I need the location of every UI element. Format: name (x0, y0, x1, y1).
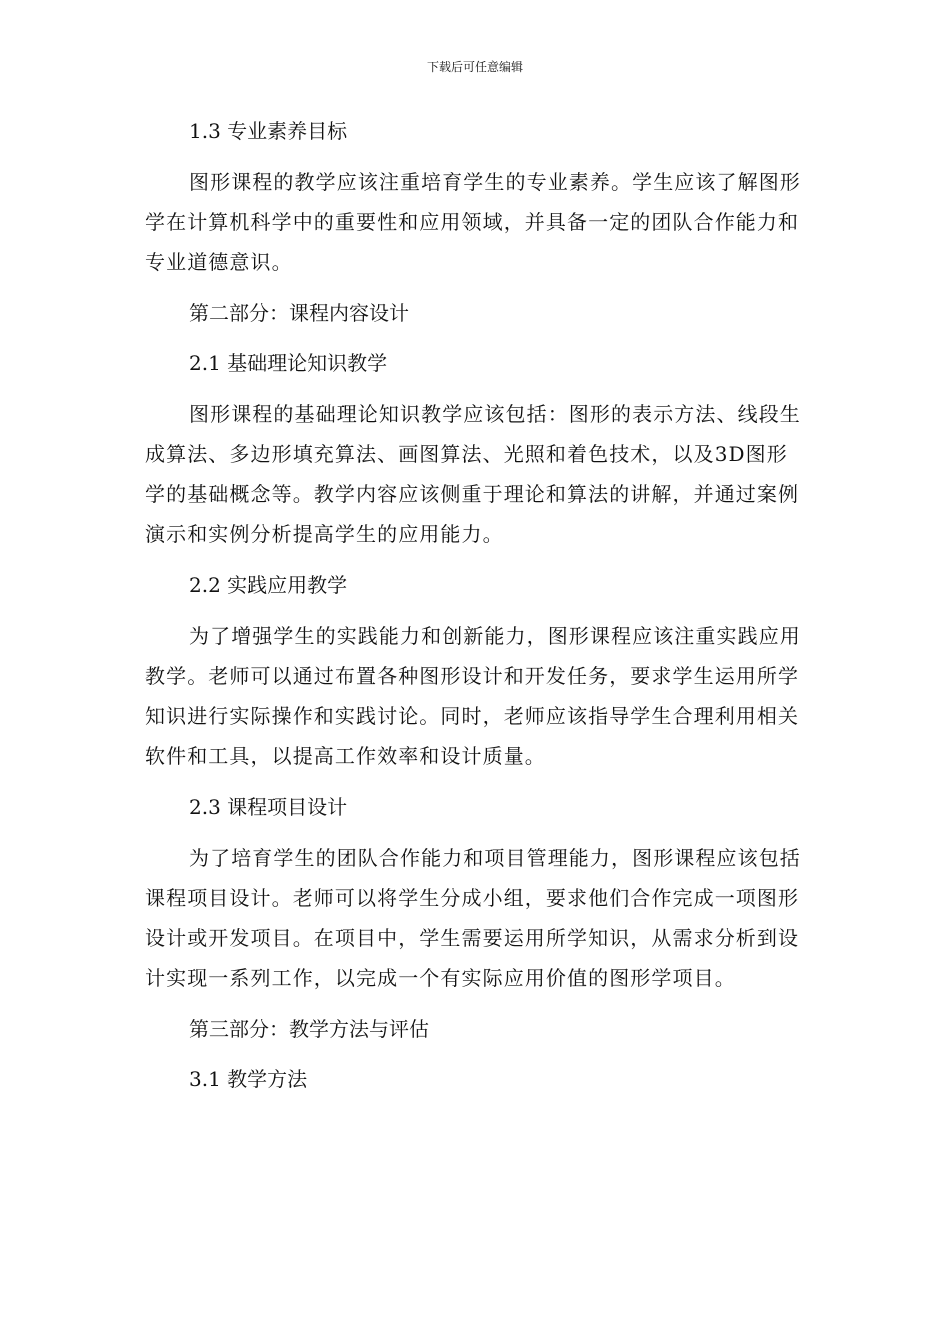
paragraph-course-project: 为了培育学生的团队合作能力和项目管理能力，图形课程应该包括课程项目设计。老师可以将学生分成小组，要求他们合作完成一项图形设计或开发项目。在项目中，学生需要运用所学知识，从需求分析到设计实现一系列工作，以完成一个有实际应用价值的图形学项目。 (145, 846, 801, 990)
section-heading-2-2: 2.2 实践应用教学 (189, 573, 348, 597)
section-heading-1-3: 1.3 专业素养目标 (189, 119, 348, 143)
part-heading-2: 第二部分：课程内容设计 (189, 301, 409, 325)
paragraph-practice-teaching: 为了增强学生的实践能力和创新能力，图形课程应该注重实践应用教学。老师可以通过布置各种图形设计和开发任务，要求学生运用所学知识进行实际操作和实践讨论。同时，老师应该指导学生合理利用相关软件和工具，以提高工作效率和设计质量。 (145, 624, 801, 768)
part-heading-3: 第三部分：教学方法与评估 (189, 1017, 429, 1041)
section-heading-3-1: 3.1 教学方法 (189, 1067, 308, 1091)
section-heading-2-1: 2.1 基础理论知识教学 (189, 351, 388, 375)
section-heading-2-3: 2.3 课程项目设计 (189, 795, 348, 819)
document-body (145, 112, 805, 1110)
header-note: 下载后可任意编辑 (426, 60, 523, 74)
paragraph-theory-teaching: 图形课程的基础理论知识教学应该包括：图形的表示方法、线段生成算法、多边形填充算法、画图算法、光照和着色技术，以及3D图形学的基础概念等。教学内容应该侧重于理论和算法的讲解，并通过案例演示和实例分析提高学生的应用能力。 (145, 402, 801, 546)
paragraph-professional-literacy: 图形课程的教学应该注重培育学生的专业素养。学生应该了解图形学在计算机科学中的重要性和应用领域，并具备一定的团队合作能力和专业道德意识。 (145, 170, 801, 274)
